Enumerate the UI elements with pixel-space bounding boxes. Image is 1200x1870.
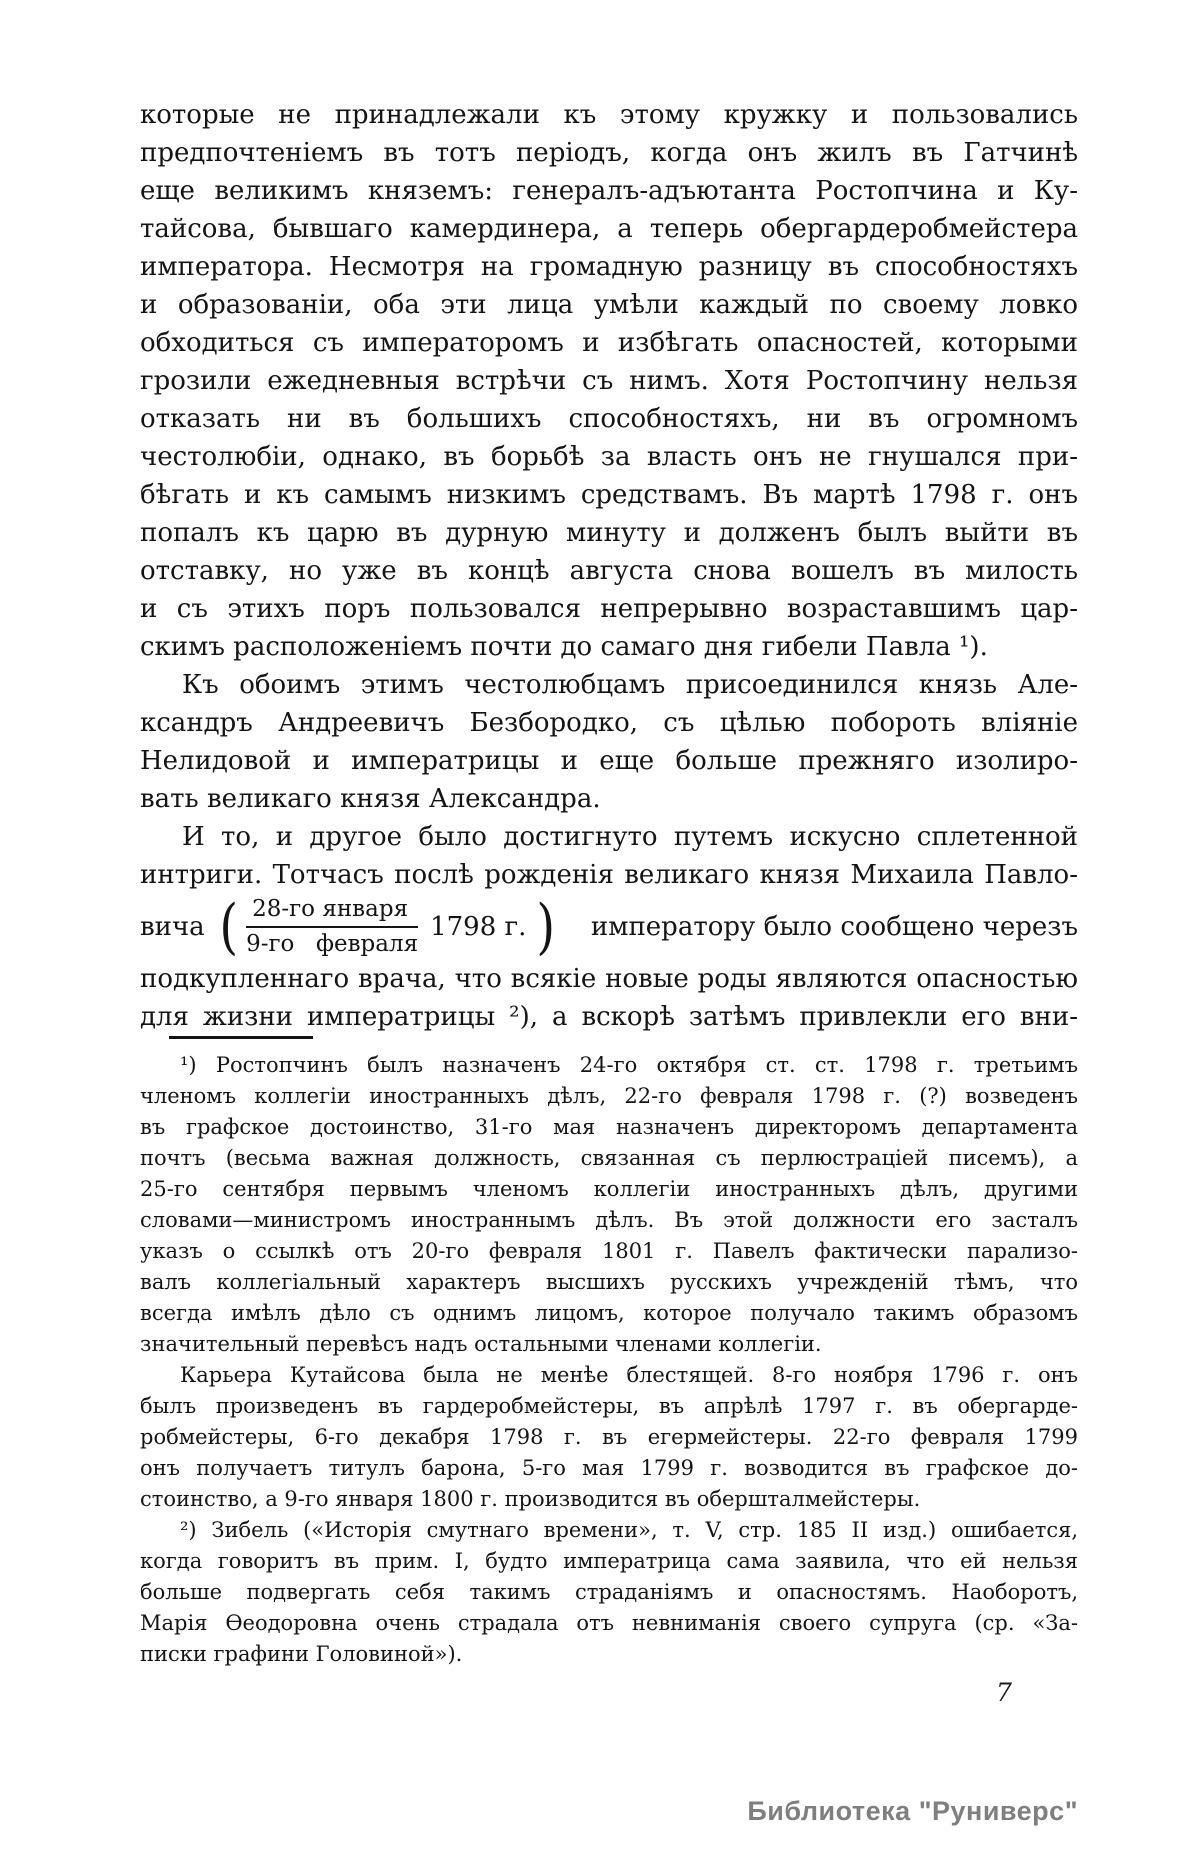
text-line: словами—министромъ иностраннымъ дѣлъ. Въ этой должности его засталъ [140, 1208, 1078, 1232]
text-line: когда говоритъ въ прим. I, будто императрица сама заявила, что ей нельзя [140, 1549, 1078, 1573]
text-line: скимъ расположеніемъ почти до самаго дня гибели Павла ¹). [140, 632, 988, 662]
text-line: писки графини Головиной»). [140, 1642, 463, 1666]
text-line: Марія Ѳеодоровна очень страдала отъ невниманія своего супруга (ср. «За- [140, 1611, 1078, 1635]
text-line: въ графское достоинство, 31-го мая назначенъ директоромъ департамента [140, 1115, 1078, 1139]
text-line: ¹) Ростопчинъ былъ назначенъ 24-го октября ст. ст. 1798 г. третьимъ [180, 1053, 1078, 1077]
text-line: онъ получаетъ титулъ барона, 5-го мая 1799 г. возводится въ графское до- [140, 1456, 1078, 1480]
text-line: И то, и другое было достигнуто путемъ искусно сплетенной [182, 822, 1078, 852]
text-line: подкупленнаго врача, что всякіе новые роды являются опасностью [140, 964, 1078, 994]
fraction-numerator: 28-го января [246, 896, 418, 928]
text-line: всегда имѣлъ дѣло съ однимъ лицомъ, которое получало такимъ образомъ [140, 1301, 1078, 1325]
text-line: и съ этихъ поръ пользовался непрерывно возраставшимъ цар- [140, 594, 1078, 624]
text-line: грозили ежедневныя встрѣчи съ нимъ. Хотя Ростопчину нельзя [140, 366, 1078, 396]
text-line: тайсова, бывшаго камердинера, а теперь обергардеробмейстера [140, 214, 1078, 244]
text-line: еще великимъ княземъ: генералъ-адъютанта Ростопчина и Ку- [140, 176, 1078, 206]
text-line: попалъ къ царю въ дурную минуту и долженъ былъ выйти въ [140, 518, 1078, 548]
text-line: для жизни императрицы ²), а вскорѣ затѣмъ привлекли его вни- [140, 1002, 1078, 1032]
text-line: которые не принадлежали къ этому кружку и пользовались [140, 100, 1078, 130]
text-line: почтъ (весьма важная должность, связанная съ перлюстраціей писемъ), а [140, 1146, 1078, 1170]
fraction-year: 1798 г. [430, 912, 527, 942]
text-line: и образованіи, оба эти лица умѣли каждый по своему ловко [140, 290, 1078, 320]
text-line: предпочтеніемъ въ тотъ періодъ, когда онъ жилъ въ Гатчинѣ [140, 138, 1078, 168]
text-line: бѣгать и къ самымъ низкимъ средствамъ. Въ мартѣ 1798 г. онъ [140, 480, 1078, 510]
fraction-suffix-text: императору было сообщено черезъ [590, 912, 1078, 942]
text-line: указъ о ссылкѣ отъ 20-го февраля 1801 г. Павелъ фактически парализо- [140, 1239, 1078, 1263]
text-line: членомъ коллегіи иностранныхъ дѣлъ, 22-го февраля 1798 г. (?) возведенъ [140, 1084, 1078, 1108]
fraction-denominator: 9-го февраля [246, 931, 419, 957]
main-text-block [140, 96, 1078, 1036]
open-paren: ( [219, 892, 238, 962]
text-line: интриги. Тотчасъ послѣ рожденія великаго князя Михаила Павло- [140, 860, 1078, 890]
page-number: 7 [996, 1678, 1012, 1707]
close-paren: ) [536, 892, 556, 962]
text-line: валъ коллегіальный характеръ высшихъ русскихъ учрежденій тѣмъ, что [140, 1270, 1078, 1294]
text-line: вать великаго князя Александра. [140, 784, 601, 814]
text-line: ксандръ Андреевичъ Безбородко, съ цѣлью побороть вліяніе [140, 708, 1078, 738]
text-line: значительный перевѣсъ надъ остальными членами коллегіи. [140, 1332, 822, 1356]
fraction-prefix-text: вича [140, 912, 205, 942]
text-line: робмейстеры, 6-го декабря 1798 г. въ егермейстеры. 22-го февраля 1799 [140, 1425, 1078, 1449]
date-fraction [246, 896, 418, 958]
footnotes-block [140, 1050, 1078, 1670]
text-line: больше подвергать себя такимъ страданіямъ и опасностямъ. Наоборотъ, [140, 1580, 1078, 1604]
text-line: Нелидовой и императрицы и еще больше прежняго изолиро- [140, 746, 1078, 776]
text-line: отставку, но уже въ концѣ августа снова вошелъ въ милость [140, 556, 1078, 586]
text-line: былъ произведенъ въ гардеробмейстеры, въ апрѣлѣ 1797 г. въ обергарде- [140, 1394, 1078, 1418]
text-line: 25-го сентября первымъ членомъ коллегіи иностранныхъ дѣлъ, другими [140, 1177, 1078, 1201]
footnote-separator [169, 1036, 313, 1039]
text-line: обходиться съ императоромъ и избѣгать опасностей, которыми [140, 328, 1078, 358]
text-line: отказать ни въ большихъ способностяхъ, ни въ огромномъ [140, 404, 1078, 434]
date-fraction-line [140, 894, 1078, 960]
text-line: ²) Зибель («Исторія смутнаго времени», т. V, стр. 185 II изд.) ошибается, [180, 1518, 1078, 1542]
text-line: стоинство, а 9-го января 1800 г. производится въ обершталмейстеры. [140, 1487, 921, 1511]
text-line: Карьера Кутайсова была не менѣе блестящей. 8-го ноября 1796 г. онъ [180, 1363, 1078, 1387]
text-line: честолюбіи, однако, въ борьбѣ за власть онъ не гнушался при- [140, 442, 1078, 472]
watermark: Библиотека "Руниверс" [747, 1796, 1078, 1826]
text-line: Къ обоимъ этимъ честолюбцамъ присоединился князь Але- [182, 670, 1078, 700]
text-line: императора. Несмотря на громадную разницу въ способностяхъ [140, 252, 1078, 282]
